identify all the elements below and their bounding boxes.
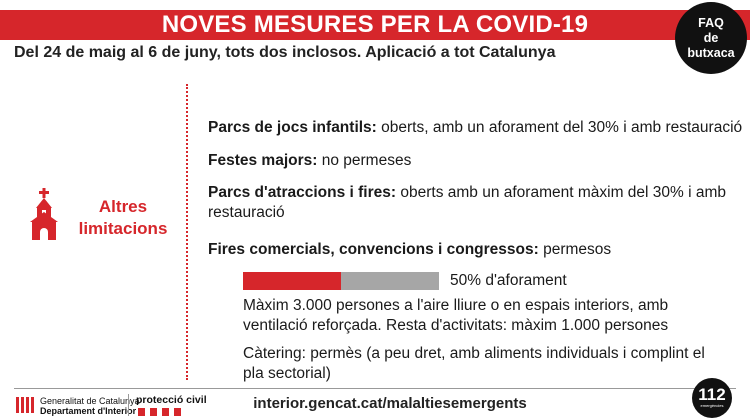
measure-text: permesos <box>538 241 612 258</box>
faq-badge[interactable] <box>675 2 747 74</box>
faq-badge-line: FAQ <box>698 15 724 30</box>
section-label-line: Altres <box>98 197 148 216</box>
date-range-subtitle: Del 24 de maig al 6 de juny, tots dos inclosos. Aplicació a tot Catalunya <box>14 44 556 61</box>
capacity-detail: Màxim 3.000 persones a l'aire lliure o en espais interiors, amb ventilació reforçada. Resta d'activitats: màxim 1.000 persones <box>243 297 669 334</box>
badge-number: 112 <box>698 385 726 404</box>
measure-item <box>208 118 742 138</box>
capacity-bar <box>243 272 439 290</box>
footer-divider <box>14 388 736 389</box>
measure-title: Parcs d'atraccions i fires: <box>208 184 397 201</box>
capacity-bar-fill <box>243 272 341 290</box>
section-label-line: limitacions <box>78 219 168 238</box>
measure-text: oberts amb un aforament màxim del 30% i amb restauració <box>208 184 727 221</box>
section-label <box>68 196 178 240</box>
proteccio-civil-label: protecció civil <box>136 394 207 406</box>
catering-detail: Càtering: permès (a peu dret, amb aliments individuals i complint el pla sectorial) <box>243 345 705 382</box>
faq-badge-line: butxaca <box>687 45 735 60</box>
measure-title: Parcs de jocs infantils: <box>208 119 377 136</box>
page-title: NOVES MESURES PER LA COVID-19 <box>0 10 750 40</box>
measure-title: Festes majors: <box>208 152 318 169</box>
footer-url-link[interactable]: interior.gencat.cat/malaltiesemergents <box>253 395 527 412</box>
measure-text: oberts, amb un aforament del 30% i amb restauració <box>376 119 743 136</box>
faq-badge-line: de <box>703 30 719 45</box>
department-name: Departament d'Interior <box>40 406 137 416</box>
measure-item <box>208 151 411 171</box>
measure-item <box>208 240 611 260</box>
badge-subtext: emergències <box>700 403 724 408</box>
measure-title: Fires comercials, convencions i congressos: <box>208 241 539 258</box>
measure-item <box>208 183 728 223</box>
church-icon <box>30 188 58 240</box>
measure-text: no permeses <box>317 152 412 169</box>
section-divider <box>186 84 188 380</box>
generalitat-name: Generalitat de Catalunya <box>40 396 140 406</box>
capacity-label: 50% d'aforament <box>450 272 567 289</box>
emergency-112-badge <box>692 378 732 418</box>
